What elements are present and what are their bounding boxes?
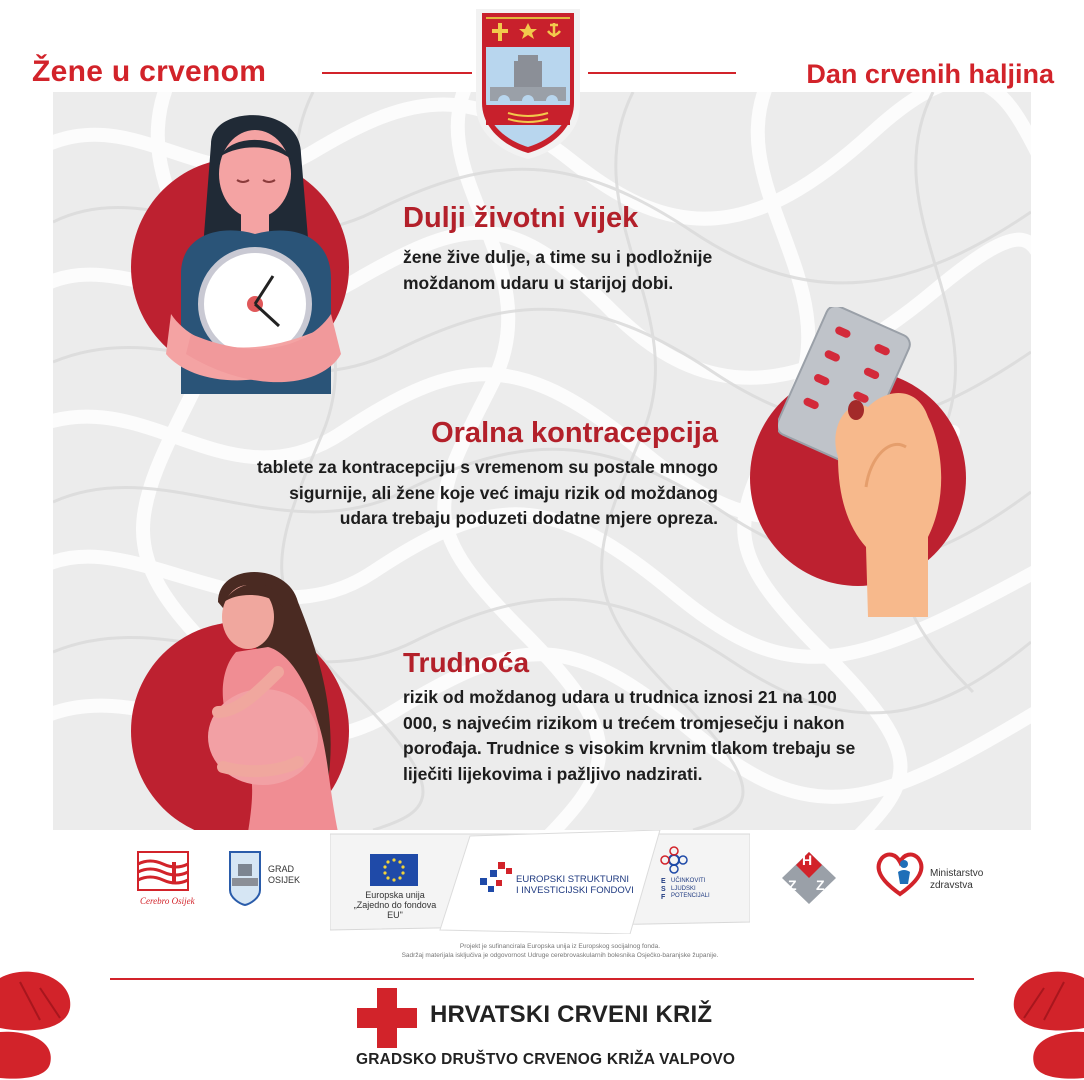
woman-with-clock-illustration (151, 104, 351, 394)
hzz-letter-z2: Z (816, 877, 825, 893)
header-right-title: Dan crvenih haljina (806, 59, 1054, 89)
section-3-title: Trudnoća (403, 647, 530, 678)
ulj-label (671, 878, 710, 901)
ulj-line: POTENCIJALI (671, 893, 710, 899)
heart-family-icon (874, 850, 926, 898)
header-left-title: Žene u crvenom (32, 55, 267, 88)
ministry-line: Ministarstvo (930, 868, 984, 879)
grad-osijek-line: OSIJEK (268, 875, 301, 885)
esif-squares-icon (476, 860, 516, 894)
eu-line: „Zajedno do fondova EU" (353, 900, 437, 920)
hand-with-pills-illustration (778, 307, 968, 617)
ministry-label (930, 868, 983, 892)
section-2-line: udara trebaju poduzeti dodatne mjere opreza. (339, 508, 718, 528)
butterfly-left-icon (0, 968, 74, 1080)
disclaimer (300, 942, 820, 960)
ministry-line: zdravstva (930, 880, 973, 891)
section-2-text (257, 455, 718, 532)
section-1-text (403, 245, 712, 296)
esf-letter: F (661, 894, 666, 901)
esif-line: I INVESTICIJSKI FONDOVI (516, 885, 634, 896)
section-2-line: tablete za kontracepciju s vremenom su postale mnogo (257, 457, 718, 477)
red-cross-icon (357, 988, 417, 1048)
cerebro-osijek-logo (136, 850, 190, 892)
ulj-line: LJUDSKI (671, 885, 696, 892)
esf-letter: E (661, 878, 666, 885)
esf-letters (661, 878, 666, 902)
eu-flag-icon (370, 854, 418, 886)
section-3-text (403, 685, 855, 787)
hzz-letter-z1: Z (788, 877, 797, 893)
eu-label (352, 890, 438, 920)
org-subtitle: GRADSKO DRUŠTVO CRVENOG KRIŽA VALPOVO (356, 1051, 736, 1068)
header-left-line (322, 72, 472, 74)
butterfly-right-icon (1010, 968, 1084, 1080)
section-2-line: sigurnije, ali žene koje već imaju rizik od moždanog (289, 482, 718, 503)
ulj-line: UČINKOVITI (671, 878, 706, 884)
coat-of-arms-icon (472, 5, 584, 160)
section-3-line: porođaja. Trudnice s visokim krvnim tlakom trebaju se (403, 738, 856, 758)
grad-osijek-line: GRAD (268, 864, 295, 874)
section-3-line: liječiti lijekovima i pažljivo nadzirati. (403, 763, 703, 784)
eu-line: Europska unija (365, 890, 425, 900)
section-2-title: Oralna kontracepcija (431, 417, 718, 449)
disclaimer-line: Projekt je sufinancirala Europska unija iz Europskog socijalnog fonda. (459, 943, 661, 950)
esif-line: EUROPSKI STRUKTURNI (516, 874, 629, 885)
cerebro-osijek-label: Cerebro Osijek (140, 896, 195, 906)
esf-letter: S (661, 886, 666, 893)
pregnant-woman-illustration (178, 562, 348, 830)
section-1-line: moždanom udaru u starijoj dobi. (403, 272, 674, 293)
footer-divider (110, 978, 974, 980)
esif-label (516, 874, 634, 896)
content-panel (53, 92, 1031, 830)
section-1-line: žene žive dulje, a time su i podložnije (403, 247, 713, 267)
partner-logos-strip (0, 830, 1084, 970)
grad-osijek-label (268, 864, 300, 886)
section-3-line: rizik od moždanog udara u trudnica iznosi 21 na 100 (403, 687, 837, 707)
header-right-line (588, 72, 736, 74)
hzz-letter-h: H (802, 852, 813, 868)
grad-osijek-crest-icon (228, 850, 262, 906)
org-name: HRVATSKI CRVENI KRIŽ (430, 1001, 713, 1028)
section-1-title: Dulji životni vijek (403, 202, 639, 234)
section-3-line: 000, s najvećim rizikom u trećem tromjesečju i nakon (403, 712, 845, 733)
disclaimer-line: Sadržaj materijala isključiva je odgovornost Udruge cerebrovaskularnih bolesnika Osječko-baranjske županije. (401, 952, 719, 959)
ulj-flower-icon (658, 846, 690, 876)
